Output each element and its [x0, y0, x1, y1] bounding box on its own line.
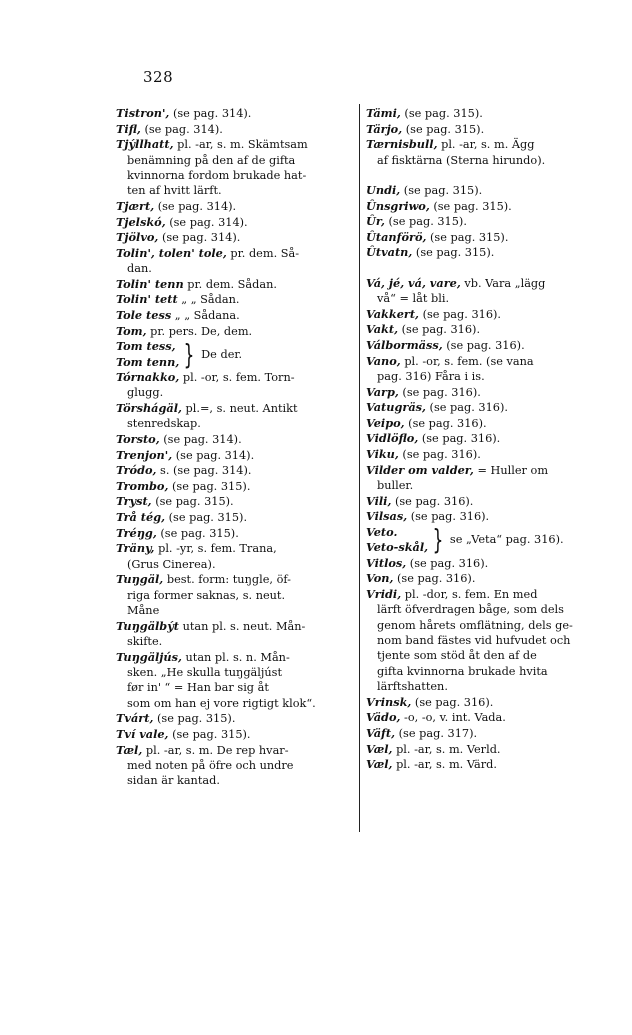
definition: (se pag. 315). [400, 107, 483, 120]
headword: Veipo, [366, 415, 405, 430]
definition: (se pag. 314). [169, 107, 252, 120]
definition: (se pag. 316). [404, 416, 487, 430]
dictionary-entry [366, 447, 592, 462]
definition: pl. -or, s. fem. (se vana [400, 354, 534, 368]
right-column [366, 106, 592, 773]
entry-first-line [366, 710, 592, 725]
entry-first-line [116, 292, 352, 307]
dictionary-entry [366, 757, 592, 772]
dictionary-entry [116, 650, 352, 712]
definition: „ „ Sådana. [171, 308, 240, 322]
headword: Vrinsk, [366, 694, 412, 709]
dictionary-entry [366, 385, 592, 400]
definition-continuation: før in' “ = Han bar sig åt [127, 681, 269, 695]
entry-first-line [116, 541, 352, 556]
definition: (se pag. 316). [398, 447, 481, 461]
headword: Ûnsgriwo, [366, 198, 430, 213]
definition: pl. -ar, s. m. Värd. [392, 758, 497, 772]
definition: (se pag. 315). [384, 215, 467, 229]
entry-first-line [116, 324, 352, 339]
dictionary-entry [116, 137, 352, 199]
dictionary-entry [116, 106, 352, 121]
headword: Væl, [366, 741, 393, 756]
dictionary-entry [116, 199, 352, 214]
entry-first-line [116, 308, 352, 323]
headword: Träny, [116, 541, 155, 556]
definition-continuation: buller. [377, 478, 414, 492]
dictionary-entry [366, 245, 592, 260]
headword: Tjýllhatt, [116, 137, 174, 152]
dictionary-entry-group [366, 525, 592, 556]
definition: (se pag. 315). [429, 199, 512, 213]
definition: pl.=, s. neut. Antikt [181, 401, 298, 415]
definition: pl. -or, s. fem. Torn- [179, 370, 295, 384]
dictionary-entry [366, 214, 592, 229]
definition: pl. -dor, s. fem. En med [401, 587, 538, 601]
definition-continuation: sidan är kantad. [127, 774, 220, 788]
definition-continuation: tjente som stöd åt den af de [377, 649, 537, 663]
dictionary-entry [366, 322, 592, 337]
definition: (se pag. 314). [172, 448, 255, 462]
dictionary-entry [116, 448, 352, 463]
entry-first-line [366, 106, 592, 121]
dictionary-entry [366, 416, 592, 431]
definition: pr. dem. Sådan. [183, 277, 277, 291]
headword: Ûr, [366, 214, 385, 229]
definition: best. form: tuŋgle, öf- [163, 573, 291, 587]
definition: (se pag. 316). [425, 401, 508, 415]
dictionary-entry [366, 137, 592, 168]
entry-first-line [366, 183, 592, 198]
dictionary-entry [366, 199, 592, 214]
definition: pl. -ar, s. m. Skämtsam [173, 138, 308, 152]
definition: (se pag. 317). [395, 726, 478, 740]
entry-first-line [116, 230, 352, 245]
dictionary-entry [116, 479, 352, 494]
headword: Tom tess, [116, 339, 176, 354]
entry-first-line [116, 432, 352, 447]
headword: Tole tess [116, 307, 172, 322]
dictionary-entry [116, 401, 352, 432]
headword: Tródo, [116, 463, 157, 478]
definition: (se pag. 315). [426, 230, 509, 244]
headword: Tärjo, [366, 121, 403, 136]
definition-continuation: gifta kvinnorna brukade hvita [377, 664, 548, 678]
headword: Ûtanförö, [366, 229, 427, 244]
headword: Tórnakko, [116, 369, 180, 384]
entry-first-line [366, 385, 592, 400]
definition: pl. -yr, s. fem. Trana, [154, 542, 277, 556]
definition: vb. Vara „lägg [460, 276, 546, 290]
headword: Tifl, [116, 121, 141, 136]
dictionary-entry [116, 246, 352, 277]
dictionary-entry [116, 526, 352, 541]
dictionary-entry [366, 338, 592, 353]
headword: Törshágäl, [116, 400, 182, 415]
definition: s. (se pag. 314). [156, 464, 252, 478]
headword: Varp, [366, 384, 399, 399]
entry-first-line [116, 401, 352, 416]
definition-continuation: som om han ej vore rigtigt klok“. [127, 696, 316, 710]
headword: Vilder om valder, [366, 462, 474, 477]
headword: Tuŋgäljús, [116, 649, 182, 664]
headword: Tämi, [366, 106, 401, 120]
dictionary-entry [366, 307, 592, 322]
definition: (se pag. 316). [419, 307, 502, 321]
entry-first-line [366, 571, 592, 586]
definition: (se pag. 316). [393, 572, 476, 586]
entry-first-line [366, 463, 592, 478]
entry-first-line [116, 727, 352, 742]
dictionary-entry [116, 743, 352, 789]
entry-first-line [116, 277, 352, 292]
dictionary-entry [366, 400, 592, 415]
dictionary-entry [366, 431, 592, 446]
definition-continuation: vå“ = låt bli. [377, 292, 450, 306]
definition-continuation: af fisktärna (Sterna hirundo). [377, 153, 546, 167]
entry-first-line [116, 572, 352, 587]
headword: Vilsas, [366, 509, 408, 524]
headword: Vakkert, [366, 306, 419, 321]
dictionary-entry [116, 619, 352, 650]
headword: Tví vale, [116, 726, 169, 741]
entry-first-line [116, 199, 352, 214]
definition-continuation: dan. [127, 262, 152, 276]
definition: (se pag. 315). [168, 727, 251, 741]
definition: (se pag. 316). [391, 494, 474, 508]
entry-first-line [116, 526, 352, 541]
definition: (se pag. 315). [412, 246, 495, 260]
entry-first-line [116, 494, 352, 509]
headword-stack [366, 525, 428, 556]
dictionary-entry [116, 292, 352, 307]
entry-first-line [116, 448, 352, 463]
dictionary-entry [116, 230, 352, 245]
headword: Vidlöflo, [366, 431, 419, 446]
definition: (se pag. 314). [154, 200, 237, 213]
headword: Tjært, [116, 199, 155, 213]
dictionary-entry [366, 742, 592, 757]
definition: (se pag. 316). [418, 432, 501, 446]
page-number: 328 [143, 68, 174, 86]
dictionary-entry-group [116, 339, 352, 370]
entry-first-line [366, 447, 592, 462]
definition: (se pag. 315). [165, 510, 248, 524]
definition: = Huller om [473, 463, 549, 477]
entry-first-line [366, 322, 592, 337]
dictionary-entry [116, 463, 352, 478]
headword: Tærnisbull, [366, 137, 438, 152]
headword: Vädo, [366, 710, 401, 725]
headword: Tom tenn, [116, 354, 180, 369]
definition: (se pag. 315). [402, 122, 485, 136]
dictionary-entry [366, 571, 592, 586]
entry-first-line [366, 726, 592, 741]
entry-first-line [116, 650, 352, 665]
headword: Vitlos, [366, 555, 407, 570]
headword: Viku, [366, 446, 399, 461]
definition: (se pag. 316). [442, 338, 525, 352]
definition: pr. dem. Så- [226, 246, 300, 260]
definition: pl. -ar, s. m. Verld. [392, 742, 501, 756]
headword: Tom, [116, 323, 147, 338]
definition-continuation: lärftshatten. [377, 680, 448, 694]
dictionary-entry [116, 215, 352, 230]
definition-continuation: genom hårets omflätning, dels ge- [377, 618, 573, 632]
entry-first-line [116, 711, 352, 726]
dictionary-entry [366, 463, 592, 494]
headword: Tuŋgäl, [116, 572, 164, 587]
dictionary-entry [116, 122, 352, 137]
entry-first-line [116, 743, 352, 758]
entry-first-line [366, 230, 592, 245]
definition: (se pag. 315). [400, 184, 483, 197]
entry-first-line [116, 619, 352, 634]
definition: pr. pers. De, dem. [146, 324, 253, 338]
dictionary-entry [116, 277, 352, 292]
dictionary-entry [116, 432, 352, 447]
dictionary-entry [366, 230, 592, 245]
entry-first-line [366, 494, 592, 509]
definition: „ „ Sådan. [177, 293, 240, 307]
definition: (se pag. 315). [153, 712, 236, 726]
definition-continuation: skifte. [127, 634, 163, 648]
headword: Tuŋgälbýt [116, 618, 179, 633]
definition: (se pag. 316). [406, 556, 489, 570]
definition-continuation: glugg. [127, 386, 164, 400]
definition: (se pag. 314). [158, 231, 241, 245]
definition: -o, -o, v. int. Vada. [400, 711, 506, 725]
headword: Tjelskó, [116, 214, 166, 229]
definition-continuation: sken. „He skulla tuŋgäljúst [127, 665, 283, 679]
definition-continuation: (Grus Cinerea). [127, 557, 216, 571]
entry-first-line [366, 509, 592, 524]
entry-first-line [366, 137, 592, 152]
dictionary-entry [116, 370, 352, 401]
entry-first-line [366, 556, 592, 571]
headword: Vatugräs, [366, 400, 426, 415]
entry-first-line [366, 587, 592, 602]
definition: (se pag. 316). [398, 385, 481, 399]
dictionary-entry [116, 308, 352, 323]
dictionary-entry [366, 276, 592, 307]
definition: (se pag. 315). [151, 495, 234, 509]
definition-continuation: lärft öfverdragen båge, som dels [377, 603, 564, 617]
headword: Veto. [366, 524, 398, 539]
headword: Vridi, [366, 586, 402, 601]
headword: Von, [366, 571, 394, 586]
definition-continuation: stenredskap. [127, 417, 201, 431]
definition-continuation: benämning på den af de gifta [127, 153, 296, 167]
entry-first-line [116, 137, 352, 152]
left-column [116, 106, 352, 789]
dictionary-entry [116, 324, 352, 339]
brace-glyph: } [183, 337, 195, 371]
definition: (se pag. 316). [398, 323, 481, 337]
definition: (se pag. 314). [165, 215, 248, 229]
entry-first-line [116, 479, 352, 494]
headword: Trombo, [116, 478, 169, 493]
headword: Tolin' tett [116, 292, 178, 307]
headword: Tistron', [116, 106, 170, 120]
entry-first-line [366, 307, 592, 322]
entry-first-line [366, 742, 592, 757]
headword: Vili, [366, 493, 392, 508]
entry-first-line [116, 122, 352, 137]
definition-continuation: pag. 316) Fåra i is. [377, 369, 485, 383]
definition: (se pag. 315). [168, 479, 251, 493]
dictionary-entry [366, 509, 592, 524]
headword: Väft, [366, 725, 396, 740]
headword: Tryst, [116, 494, 152, 509]
definition-continuation: nom band fästes vid hufvudet och [377, 633, 571, 647]
definition-continuation: Måne [127, 603, 160, 617]
headword: Tvárt, [116, 711, 154, 726]
definition-continuation: med noten på öfre och undre [127, 758, 294, 772]
headword: Tjölvo, [116, 230, 159, 245]
entry-first-line [366, 245, 592, 260]
brace-glyph: } [432, 523, 444, 557]
headword: Undi, [366, 183, 401, 197]
definition: utan pl. s. neut. Mån- [179, 619, 306, 633]
headword: Tréŋg, [116, 525, 157, 540]
entry-first-line [366, 122, 592, 137]
entry-first-line [366, 400, 592, 415]
dictionary-entry [366, 183, 592, 198]
headword: Válbormäss, [366, 337, 443, 352]
entry-first-line [116, 510, 352, 525]
headword: Ûtvatn, [366, 245, 413, 260]
dictionary-entry [116, 541, 352, 572]
dictionary-entry [116, 727, 352, 742]
dictionary-entry [116, 711, 352, 726]
entry-first-line [366, 214, 592, 229]
dictionary-entry [366, 494, 592, 509]
definition: pl. -ar, s. m. Ägg [437, 138, 535, 152]
headword: Tæl, [116, 742, 143, 757]
column-divider [359, 104, 360, 832]
entry-first-line [366, 695, 592, 710]
entry-first-line [116, 106, 352, 121]
entry-first-line [116, 463, 352, 478]
dictionary-entry [116, 494, 352, 509]
entry-first-line [116, 246, 352, 261]
dictionary-entry [366, 695, 592, 710]
entry-first-line [366, 338, 592, 353]
definition: (se pag. 316). [407, 510, 490, 524]
headword: Torsto, [116, 431, 160, 446]
headword: Vá, jé, vá, vare, [366, 275, 461, 290]
definition-continuation: ten af hvitt lärft. [127, 184, 222, 198]
definition: se „Veta“ pag. 316). [449, 533, 564, 547]
dictionary-entry [366, 106, 592, 121]
headword: Tolin', tolen' tole, [116, 245, 227, 260]
definition: utan pl. s. n. Mån- [181, 650, 290, 664]
entry-first-line [366, 199, 592, 214]
headword-stack [116, 339, 179, 370]
headword: Tolin' tenn [116, 276, 184, 291]
definition: pl. -ar, s. m. De rep hvar- [142, 743, 289, 757]
headword: Trenjon', [116, 447, 173, 462]
dictionary-entry [366, 587, 592, 695]
definition: (se pag. 314). [140, 122, 223, 136]
dictionary-entry [366, 556, 592, 571]
definition: (se pag. 315). [156, 526, 239, 540]
entry-first-line [366, 431, 592, 446]
dictionary-entry [116, 510, 352, 525]
definition: De der. [201, 347, 243, 361]
definition: (se pag. 314). [159, 432, 242, 446]
headword: Vano, [366, 353, 401, 368]
dictionary-entry [116, 572, 352, 618]
entry-first-line [366, 757, 592, 772]
headword: Væl, [366, 757, 393, 772]
definition-continuation: riga former saknas, s. neut. [127, 588, 286, 602]
entry-first-line [366, 416, 592, 431]
entry-first-line [116, 215, 352, 230]
definition-continuation: kvinnorna fordom brukade hat- [127, 169, 307, 182]
entry-first-line [116, 370, 352, 385]
entry-first-line [366, 276, 592, 291]
headword: Trå tég, [116, 509, 166, 524]
dictionary-entry [366, 726, 592, 741]
entry-first-line [366, 354, 592, 369]
definition: (se pag. 316). [411, 695, 494, 709]
headword: Vakt, [366, 322, 399, 337]
dictionary-entry [366, 710, 592, 725]
dictionary-entry [366, 122, 592, 137]
dictionary-entry [366, 354, 592, 385]
headword: Veto-skål, [366, 540, 429, 555]
